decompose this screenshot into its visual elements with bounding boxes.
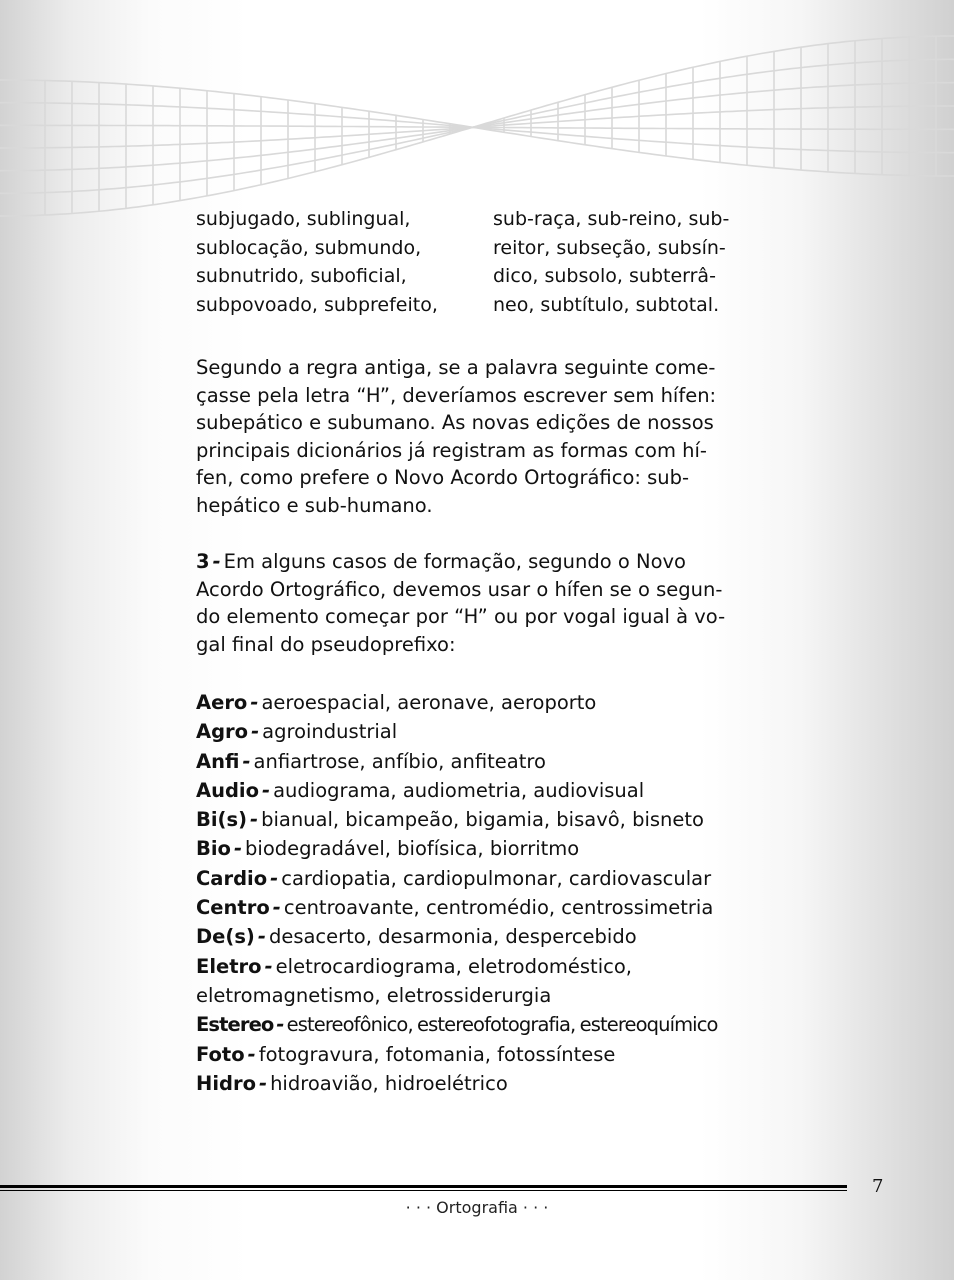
prefix-examples: agroindustrial [262,720,398,744]
left-column-line: subpovoado, subprefeito, [196,293,438,316]
paragraph-regra-antiga [196,354,776,519]
right-column-line: neo, subtítulo, subtotal. [493,293,720,316]
prefix-item [196,922,796,951]
item-dash: - [212,550,221,573]
left-column [196,205,493,319]
prefix-dash: - [250,691,259,714]
prefix-dash: - [272,896,281,920]
prefix-examples: biodegradável, biofísica, biorritmo [245,837,580,861]
left-column-line: subnutrido, suboficial, [196,265,407,287]
paragraph-line: çasse pela letra “H”, deveríamos escrever sem hífen: [196,383,717,407]
prefix-dash: - [247,1042,256,1066]
prefix-dash: - [242,749,251,773]
prefix-term: Agro [196,720,249,744]
prefix-examples: anfiartrose, anfíbio, anfiteatro [253,749,546,773]
prefix-item [196,717,796,746]
prefix-item [196,1040,796,1069]
prefix-item [196,688,796,717]
paragraph-line: gal final do pseudoprefixo: [196,632,456,656]
prefix-term: Centro [196,896,270,920]
footer-title: · · · Ortografia · · · [405,1198,549,1217]
prefix-item [196,805,796,834]
right-column-line: dico, subsolo, subterrâ- [493,265,716,287]
prefix-examples: cardiopatia, cardiopulmonar, cardiovascular [281,866,712,890]
prefix-item [196,952,796,1011]
prefix-term: Aero [196,691,248,714]
prefix-dash: - [249,808,259,832]
prefix-term: Audio [196,778,260,802]
prefix-term: Hidro [196,1071,256,1095]
prefix-examples: fotogravura, fotomania, fotossíntese [258,1042,616,1066]
prefix-examples: centroavante, centromédio, centrossimetria [283,896,714,920]
prefix-examples: audiograma, audiometria, audiovisual [273,778,645,802]
prefix-term: Bi(s) [196,808,247,832]
paragraph-item-3 [196,548,776,658]
paragraph-line [196,548,776,576]
paragraph-line: subepático e subumano. As novas edições de nossos [196,411,714,434]
paragraph-line: hepático e sub-humano. [196,493,433,517]
prefix-item [196,747,796,776]
footer-rule-thin [0,1190,847,1191]
right-column [493,205,793,319]
item-number: 3 [196,550,210,573]
paragraph-line: Segundo a regra antiga, se a palavra seguinte come- [196,356,716,379]
prefix-dash: - [233,837,243,861]
prefix-dash: - [264,954,273,978]
prefix-dash: - [262,778,271,802]
paragraph-line: do elemento começar por “H” ou por vogal igual à vo- [196,605,726,628]
prefix-list [196,688,796,1098]
prefix-item [196,893,796,922]
prefix-term: Anfi [196,749,240,773]
paragraph-line: fen, como prefere o Novo Acordo Ortográfico: sub- [196,466,690,489]
left-column-line: sublocação, submundo, [196,236,422,259]
prefix-examples: estereofônico, estereofotografia, estereoquímico [286,1013,718,1037]
page-number: 7 [872,1176,884,1197]
prefix-examples: aeroespacial, aeronave, aeroporto [261,691,597,714]
left-column-line: subjugado, sublingual, [196,208,411,230]
prefix-dash: - [276,1013,284,1037]
prefix-item [196,864,796,893]
prefix-dash: - [257,925,266,949]
prefix-item [196,834,796,863]
prefix-term: De(s) [196,925,255,949]
footer-rule-thick [0,1185,847,1188]
paragraph-line: principais dicionários já registram as formas com hí- [196,438,707,462]
prefix-term: Estereo [196,1013,274,1037]
prefix-term: Eletro [196,954,262,978]
header-grid-decoration [0,0,954,230]
prefix-examples: hidroavião, hidroelétrico [270,1071,508,1095]
prefix-item [196,1010,796,1039]
right-column-line: reitor, subseção, subsín- [493,236,726,259]
prefix-examples: bianual, bicampeão, bigamia, bisavô, bisneto [261,808,704,832]
prefix-item [196,1069,796,1098]
right-column-line: sub-raça, sub-reino, sub- [493,208,730,230]
prefix-term: Foto [196,1042,245,1066]
prefix-term: Cardio [196,866,268,890]
prefix-dash: - [251,720,260,744]
word-columns [196,205,796,319]
prefix-dash: - [270,866,279,890]
prefix-item [196,776,796,805]
paragraph-line-text: Em alguns casos de formação, segundo o Novo [223,550,686,573]
prefix-term: Bio [196,837,231,861]
prefix-examples: eletrocardiograma, eletrodoméstico, eletromagnetismo, eletrossiderurgia [196,954,632,1007]
prefix-dash: - [258,1071,268,1095]
paragraph-line: Acordo Ortográfico, devemos usar o hífen se o segun- [196,577,723,601]
prefix-examples: desacerto, desarmonia, despercebido [268,925,637,949]
